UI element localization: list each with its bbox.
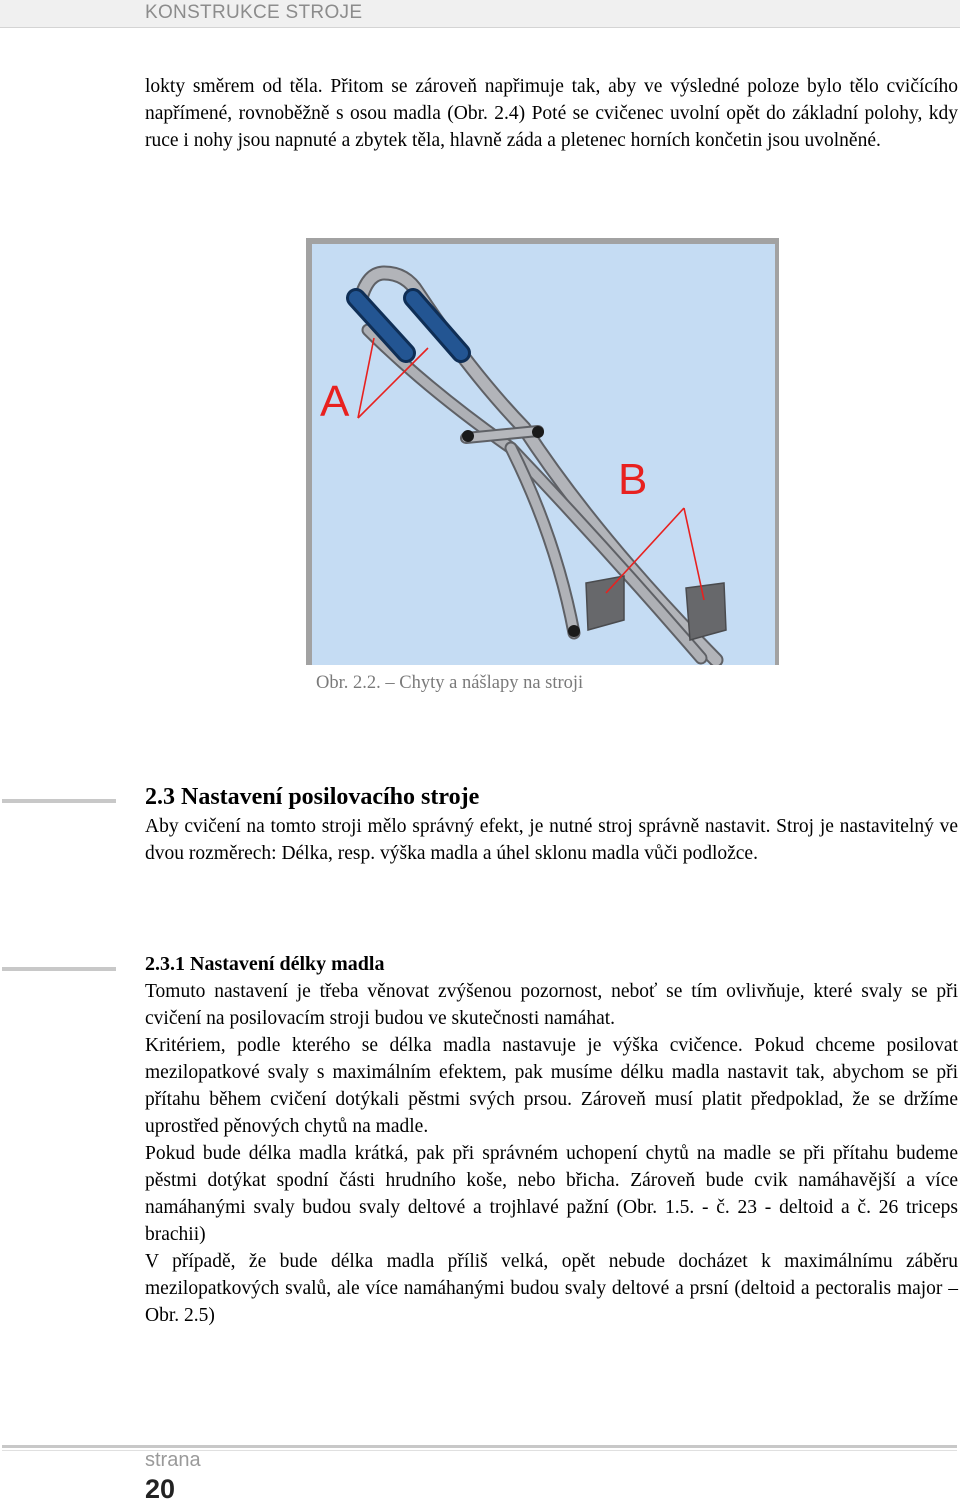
section-2-3-1-paragraph-2: Kritériem, podle kterého se délka madla nastavuje je výška cvičence. Pokud chceme posilovat mezilopatkové svaly s maximálním efektem, pak musíme délku madla nastavit tak, abychom se při přítahu během cvičení dotýkali pěstmi svých prsou. Zároveň musí platit předpoklad, že se držíme uprostřed pěnových chytů na madle. [145,1035,958,1137]
intro-paragraph: lokty směrem od těla. Přitom se zároveň napřimuje tak, aby ve výsledné poloze bylo tělo cvičícího napřímené, rovnoběžně s osou madla (Obr. 2.4) Poté se cvičenec uvolní opět do základní polohy, kdy ruce i nohy jsou napnuté a zbytek těla, hlavně záda a pletenec horních končetin jsou uvolněné. [145,76,958,151]
adjust-knob-left [462,430,474,442]
figure-caption: Obr. 2.2. – Chyty a nášlapy na stroji [316,673,584,693]
footer-page-number: 20 [145,1474,176,1504]
footer-page-label: strana [145,1449,201,1471]
section-heading-2-3-1: 2.3.1 Nastavení délky madla [145,953,385,975]
figure-machine-grips [306,238,779,665]
running-header-title: KONSTRUKCE STROJE [145,2,363,23]
section-2-3-paragraph: Aby cvičení na tomto stroji mělo správný efekt, je nutné stroj správně nastavit. Stroj je nastavitelný ve dvou rozměrech: Délka, resp. výška madla a úhel sklonu madla vůči podložce. [145,816,958,864]
machine-illustration [306,238,779,665]
foot-pad-left [586,576,624,630]
section-2-3-1-paragraph-4: V případě, že bude délka madla příliš velká, opět nebude docházet k maximálnímu záběru mezilopatkových svalů, ale více namáhanými budou svaly deltové a prsní (deltoid a pectoralis major – Obr. 2.5) [145,1251,958,1326]
figure-label-a: A [320,377,350,426]
figure-label-b: B [618,455,648,504]
foot-pad-right [686,583,726,640]
adjust-knob-bottom [568,625,580,637]
running-header [0,0,960,28]
section-2-3-1-paragraph-1: Tomuto nastavení je třeba věnovat zvýšenou pozornost, neboť se tím ovlivňuje, které svaly se při cvičení na posilovacím stroji budou ve skutečnosti namáhat. [145,981,958,1029]
section-heading-2-3: 2.3 Nastavení posilovacího stroje [145,784,480,810]
section-2-3-1-paragraph-3: Pokud bude délka madla krátká, pak při správném uchopení chytů na madle se při přítahu budeme pěstmi dotýkat spodní části hrudního koše, nebo břicha. Zároveň bude cvik namáhavější a více namáhanými svaly budou svaly deltové a trojhlavé pažní (Obr. 1.5. - č. 23 - deltoid a č. 26 triceps brachii) [145,1143,958,1245]
section-rule-2-3-1 [2,967,116,971]
footer-rule [2,1445,957,1448]
adjust-knob-right [532,426,544,438]
section-rule-2-3 [2,799,116,803]
